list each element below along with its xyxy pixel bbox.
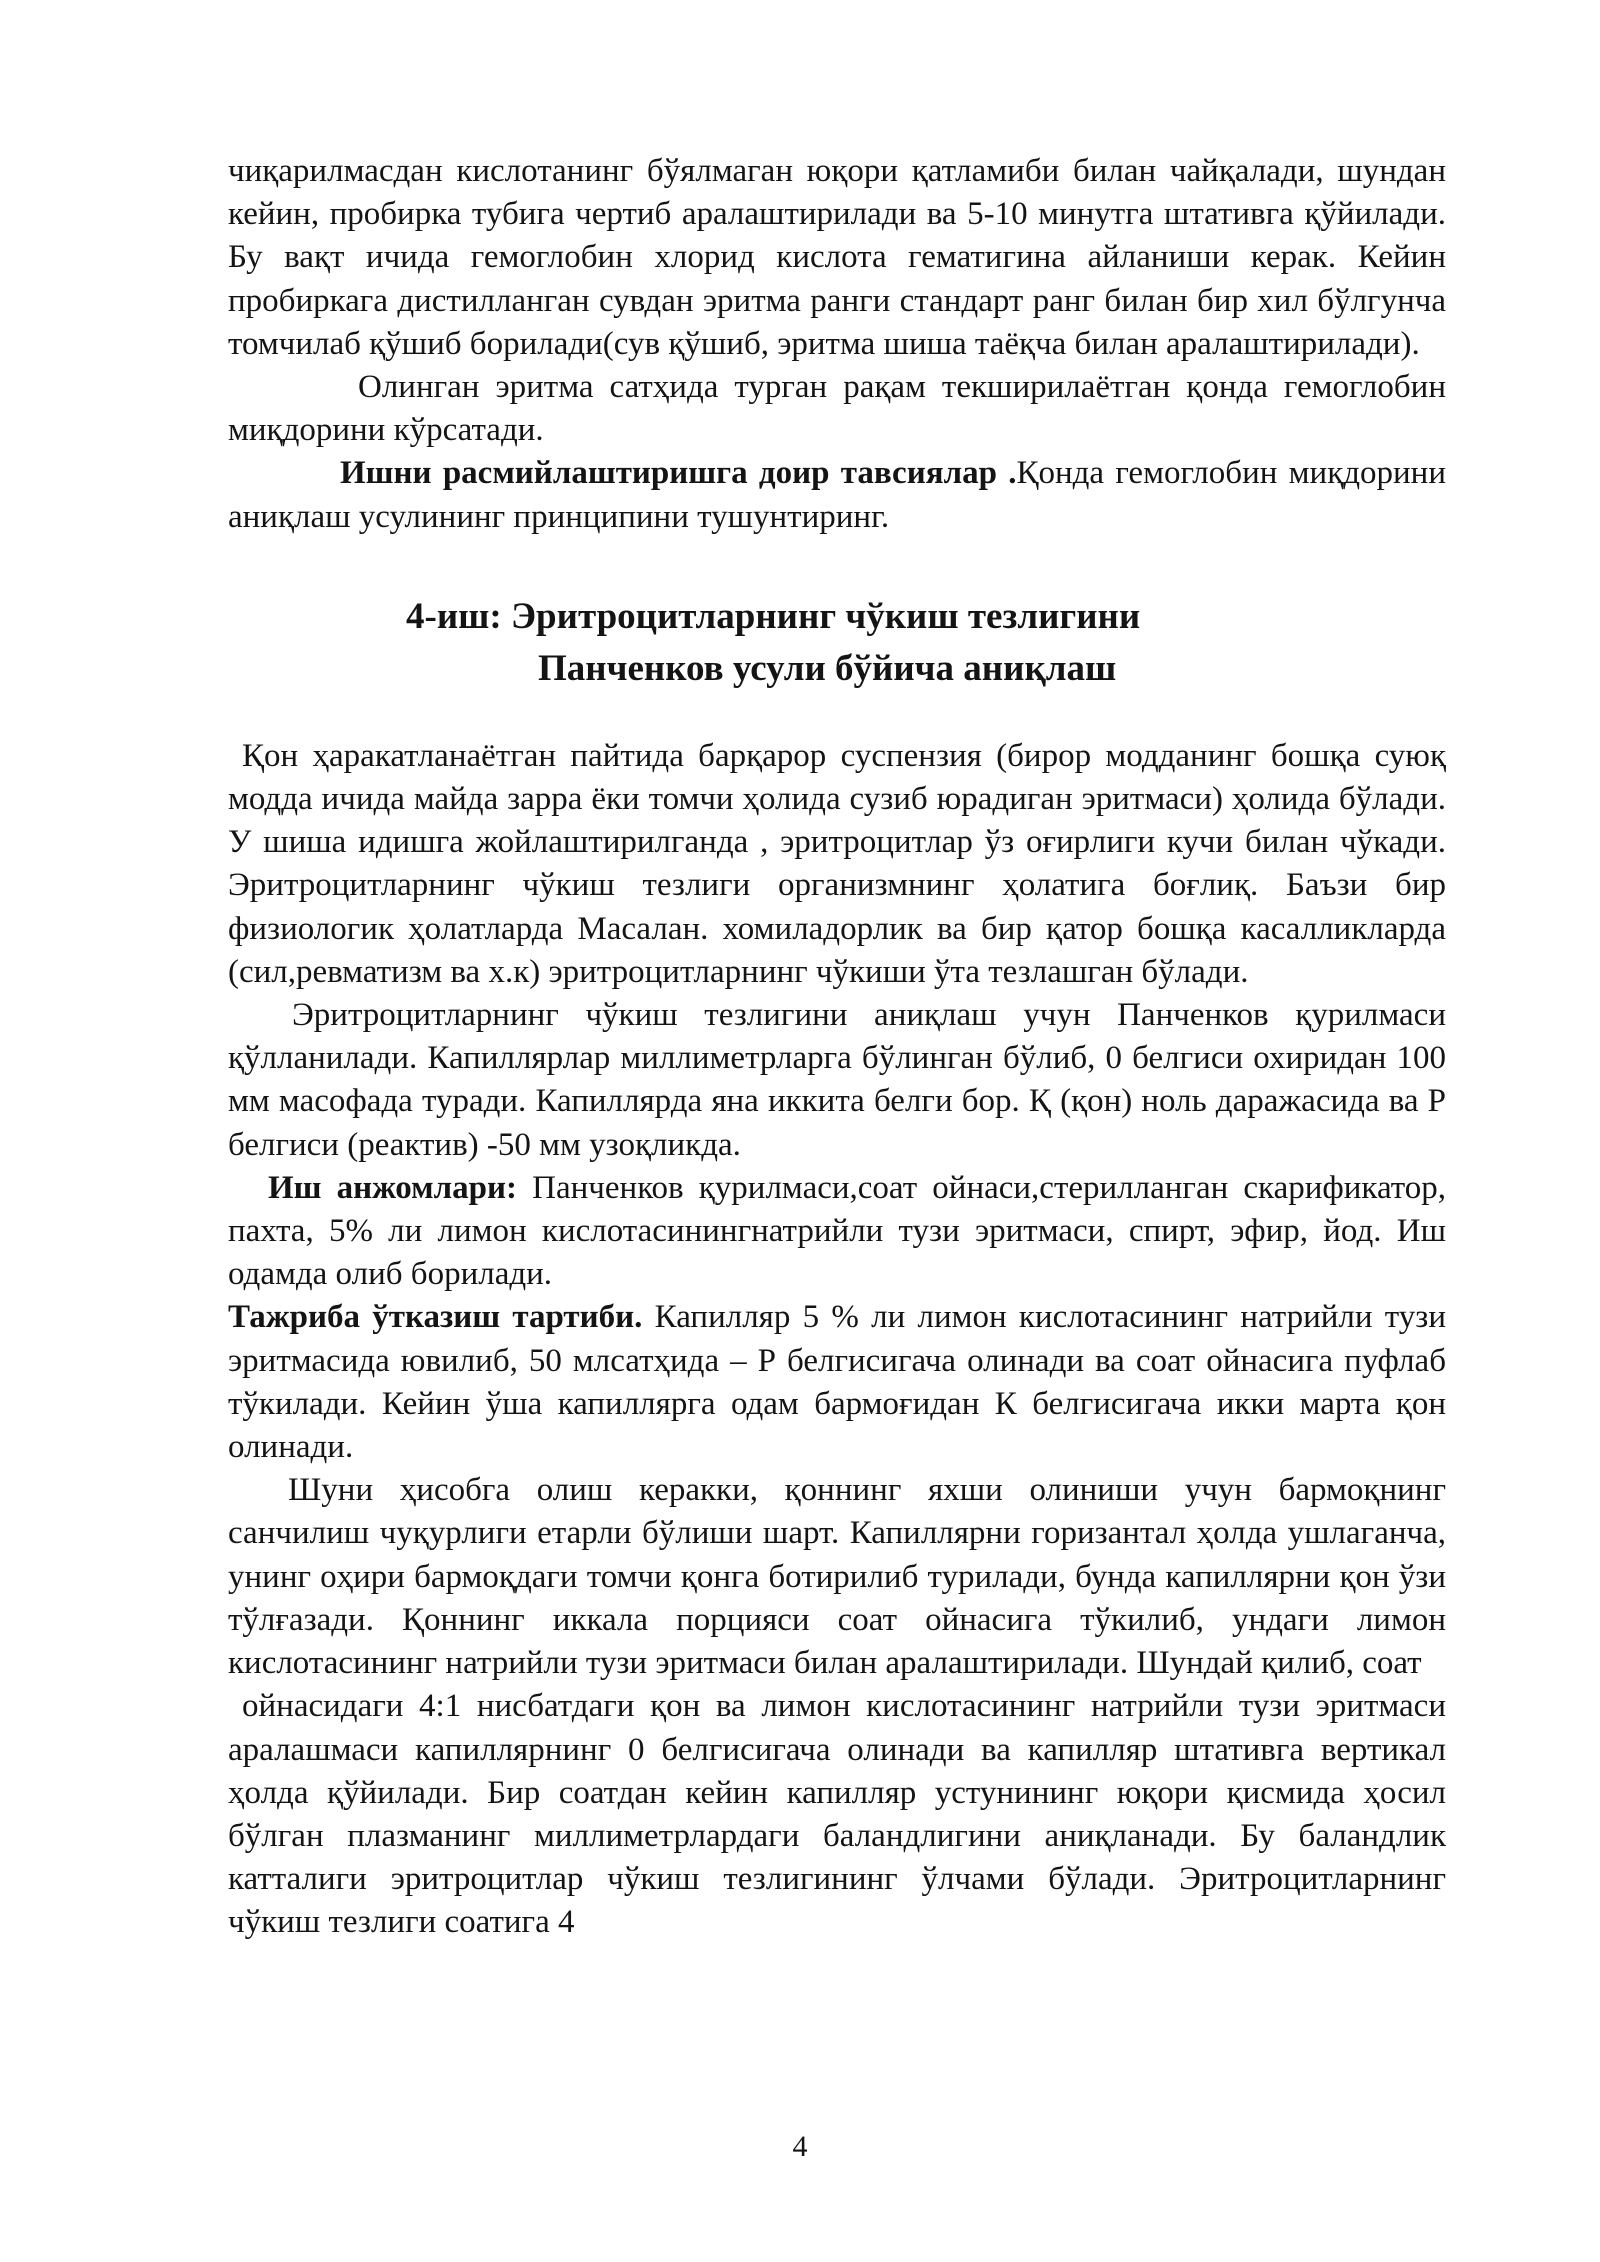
section-title <box>228 591 1446 695</box>
procedure-paragraph <box>228 1296 1446 1469</box>
recommendations-text: Қонда гемоглобин миқдорини аниқлаш усулининг принципини тушунтиринг. <box>228 455 1446 535</box>
body-paragraph-6: ойнасидаги 4:1 нисбатдаги қон ва лимон кислотасининг натрийли тузи эритмаси аралашмаси капиллярнинг 0 белгисигача олинади ва капилляр штативга вертикал ҳолда қўйилади. Бир соатдан кейин капилляр устунининг юқори қисмида ҳосил бўлган плазманинг миллиметрлардаги баландлигини аниқланади. Бу баландлик катталиги эритроцитлар чўкиш тезлигининг ўлчами бўлади. Эритроцитларнинг чўкиш тезлиги соатига 4 <box>228 1688 1446 1941</box>
procedure-text: Капилляр 5 % ли лимон кислотасининг натрийли тузи эритмасида ювилиб, 50 млсатҳида – Р белгисигача олинади ва соат ойнасига пуфлаб тўкилади. Кейин ўша капиллярга одам бармоғидан К белгисигача икки марта қон олинади. <box>228 1299 1446 1466</box>
page-content <box>228 150 1446 1945</box>
intro-paragraph-2: Олинган эритма сатҳида турган рақам текширилаётган қонда гемоглобин миқдорини кўрсатади. <box>228 369 1446 449</box>
equipment-text: Панченков қурилмаси,соат ойнаси,стерилланган скарификатор, пахта, 5% ли лимон кислотасинингнатрийли тузи эритмаси, спирт, эфир, йод. Иш одамда олиб борилади. <box>228 1169 1446 1293</box>
section-title-line-1: 4-иш: Эритроцитларнинг чўкиш тезлигини <box>406 595 1141 637</box>
equipment-heading: Иш анжомлари: <box>268 1169 518 1206</box>
page-number: 4 <box>792 2130 808 2163</box>
equipment-paragraph <box>228 1167 1446 1297</box>
intro-paragraph-1: чиқарилмасдан кислотанинг бўялмаган юқори қатламиби билан чайқалади, шундан кейин, пробирка тубига чертиб аралаштирилади ва 5-10 минутга штативга қўйилади. Бу вақт ичида гемоглобин хлорид кислота гематигина айланиши керак. Кейин пробиркага дистилланган сувдан эритма ранги стандарт ранг билан бир хил бўлгунча томчилаб қўшиб борилади(сув қўшиб, эритма шиша таёқча билан аралаштирилади). <box>228 153 1446 362</box>
intro-paragraph-3 <box>228 452 1446 538</box>
recommendations-heading: Ишни расмийлаштиришга доир тавсиялар . <box>340 455 1017 492</box>
body-paragraph-1: Қон ҳаракатланаётган пайтида барқарор суспензия (бирор модданинг бошқа суюқ модда ичида майда зарра ёки томчи ҳолида сузиб юрадиган эритмаси) ҳолида бўлади. У шиша идишга жойлаштирилганда , эритроцитлар ўз оғирлиги кучи билан чўкади. Эритроцитларнинг чўкиш тезлиги организмнинг ҳолатига боғлиқ. Баъзи бир физиологик ҳолатларда Масалан. хомиладорлик ва бир қатор бошқа касалликларда (сил,ревматизм ва х.к) эритроцитларнинг чўкиши ўта тезлашган бўлади. <box>228 737 1446 990</box>
body-paragraph-5: Шуни ҳисобга олиш керакки, қоннинг яхши олиниши учун бармоқнинг санчилиш чуқурлиги етарли бўлиши шарт. Капиллярни горизантал ҳолда ушлаганча, унинг оҳири бармоқдаги томчи қонга ботирилиб турилади, бунда капиллярни қон ўзи тўлғазади. Қоннинг иккала порцияси соат ойнасига тўкилиб, ундаги лимон кислотасининг натрийли тузи эритмаси билан аралаштирилади. Шундай қилиб, соат <box>228 1472 1446 1682</box>
procedure-heading: Тажриба ўтказиш тартиби. <box>228 1299 643 1336</box>
body-paragraph-2: Эритроцитларнинг чўкиш тезлигини аниқлаш учун Панченков қурилмаси қўлланилади. Капиллярлар миллиметрларга бўлинган бўлиб, 0 белгиси охиридан 100 мм масофада туради. Капиллярда яна иккита белги бор. Қ (қон) ноль даражасида ва Р белгиси (реактив) -50 мм узоқликда. <box>228 997 1446 1163</box>
section-title-line-2: Панченков усули бўйича аниқлаш <box>538 647 1117 689</box>
